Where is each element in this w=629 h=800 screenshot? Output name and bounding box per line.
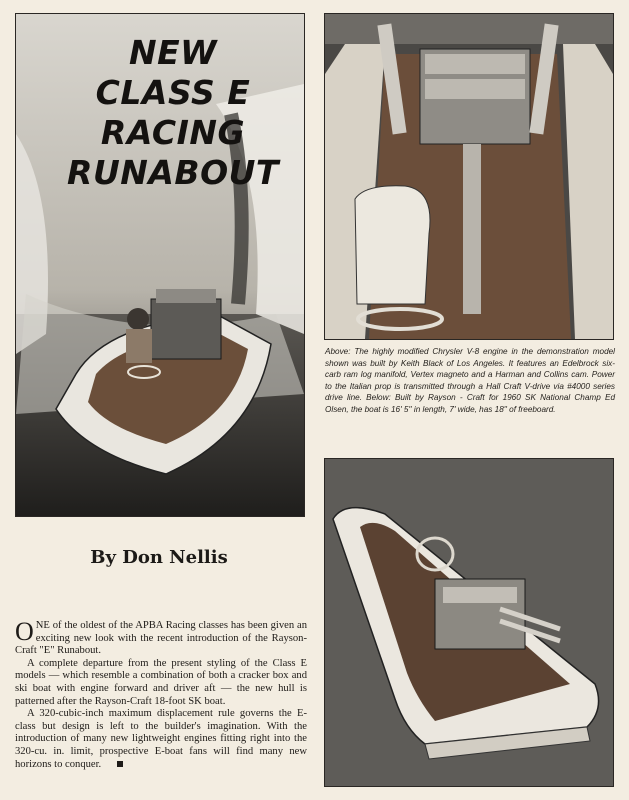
end-mark-icon — [117, 761, 123, 767]
headline-line: RUNABOUT — [67, 153, 279, 192]
headline-line: RACING — [100, 113, 246, 152]
article-headline — [58, 33, 288, 193]
boat-photo — [324, 458, 614, 787]
headline-line: CLASS E — [95, 73, 251, 112]
engine-photo — [324, 13, 614, 340]
article-paragraph — [15, 708, 307, 771]
headline-line: NEW — [128, 33, 218, 72]
paragraph-text: A 320-cubic-inch maximum displacement rule governs the E-class but design is left to the builder's imagination. With the introduction of many new lightweight engines fitting right into the 320-cu. in. limit, prospective E-boat fans will find many new horizons to conquer. — [15, 708, 307, 770]
article-paragraph — [15, 617, 307, 658]
caption-text: Above: The highly modified Chrysler V-8 engine in the demonstration model shown was built by Keith Black of Los Angeles. It features an Edelbrock six-carb ram log manifold, Vertex magneto and a Harman and Collins cam. Power to the Italian prop is transmitted through a Hall Craft V-drive via #4000 series drive line. Below: Built by Rayson - Craft for 1960 SK National Champ Ed Olsen, the boat is 16' 5'' in length, 7' wide, has 18'' of freeboard. — [325, 347, 615, 414]
paragraph-text: NE of the oldest of the APBA Racing classes has been given an exciting new look with the recent introduction of the Rayson-Craft "E" Runabout. — [15, 620, 307, 657]
author-byline: By Don Nellis — [90, 547, 228, 568]
article-paragraph: A complete departure from the present styling of the Class E models — which resemble a combination of both a cracker box and ski boat with engine forward and driver aft — the new hull is patterned after the Rayson-Craft 18-foot SK boat. — [15, 657, 307, 707]
photo-caption — [325, 346, 615, 416]
drop-cap: O — [15, 617, 34, 646]
article-body — [15, 617, 307, 771]
